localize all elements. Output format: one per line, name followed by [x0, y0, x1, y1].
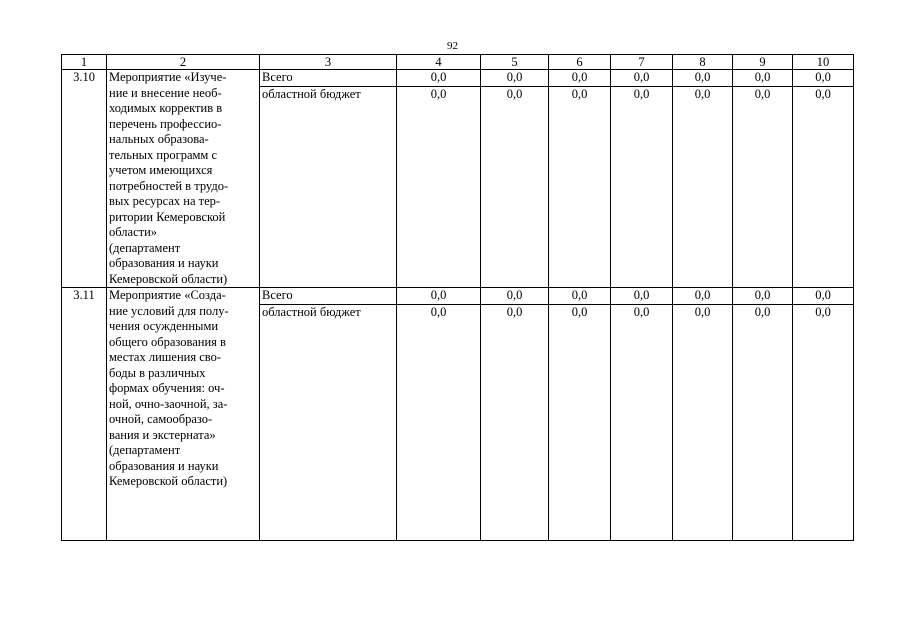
item-description: Мероприятие «Созда- ние условий для полу- чения осужденными общего образования в местах лишения сво- боды в различных формах обучения: оч- ной, очно-заочной, за- очной, самообразо- вания и экстерната» (департамент образования и науки Кемеровской области) — [107, 288, 260, 541]
value-cell: 0,0 — [397, 70, 481, 87]
funding-source: Всего — [260, 70, 397, 87]
value-cell: 0,0 — [611, 288, 673, 305]
column-header: 6 — [549, 55, 611, 70]
value-cell: 0,0 — [673, 288, 733, 305]
value-cell: 0,0 — [481, 70, 549, 87]
table-row — [62, 288, 854, 305]
funding-source: областной бюджет — [260, 87, 397, 288]
table-row — [62, 70, 854, 87]
column-header: 1 — [62, 55, 107, 70]
value-cell: 0,0 — [397, 288, 481, 305]
value-cell: 0,0 — [549, 87, 611, 288]
value-cell: 0,0 — [793, 305, 854, 541]
value-cell: 0,0 — [793, 70, 854, 87]
value-cell: 0,0 — [673, 70, 733, 87]
value-cell: 0,0 — [611, 305, 673, 541]
value-cell: 0,0 — [733, 87, 793, 288]
value-cell: 0,0 — [397, 87, 481, 288]
value-cell: 0,0 — [611, 70, 673, 87]
value-cell: 0,0 — [673, 87, 733, 288]
column-number-row — [62, 55, 854, 70]
value-cell: 0,0 — [481, 305, 549, 541]
value-cell: 0,0 — [549, 305, 611, 541]
value-cell: 0,0 — [793, 87, 854, 288]
column-header: 7 — [611, 55, 673, 70]
column-header: 9 — [733, 55, 793, 70]
value-cell: 0,0 — [733, 305, 793, 541]
column-header: 4 — [397, 55, 481, 70]
column-header: 2 — [107, 55, 260, 70]
column-header: 3 — [260, 55, 397, 70]
item-description: Мероприятие «Изуче- ние и внесение необ- ходимых корректив в перечень профессио- нальных образова- тельных программ с учетом имеющихся потребностей в трудо- вых ресурсах на тер- ритории Кемеровской области» (департамент образования и науки Кемеровской области) — [107, 70, 260, 288]
value-cell: 0,0 — [793, 288, 854, 305]
item-number: 3.11 — [62, 288, 107, 541]
value-cell: 0,0 — [397, 305, 481, 541]
funding-source: областной бюджет — [260, 305, 397, 541]
value-cell: 0,0 — [733, 70, 793, 87]
item-number: 3.10 — [62, 70, 107, 288]
column-header: 5 — [481, 55, 549, 70]
column-header: 8 — [673, 55, 733, 70]
column-header: 10 — [793, 55, 854, 70]
value-cell: 0,0 — [549, 288, 611, 305]
funding-source: Всего — [260, 288, 397, 305]
value-cell: 0,0 — [549, 70, 611, 87]
value-cell: 0,0 — [733, 288, 793, 305]
value-cell: 0,0 — [481, 87, 549, 288]
page-number: 92 — [447, 40, 458, 52]
value-cell: 0,0 — [481, 288, 549, 305]
value-cell: 0,0 — [611, 87, 673, 288]
value-cell: 0,0 — [673, 305, 733, 541]
program-table — [61, 54, 854, 541]
